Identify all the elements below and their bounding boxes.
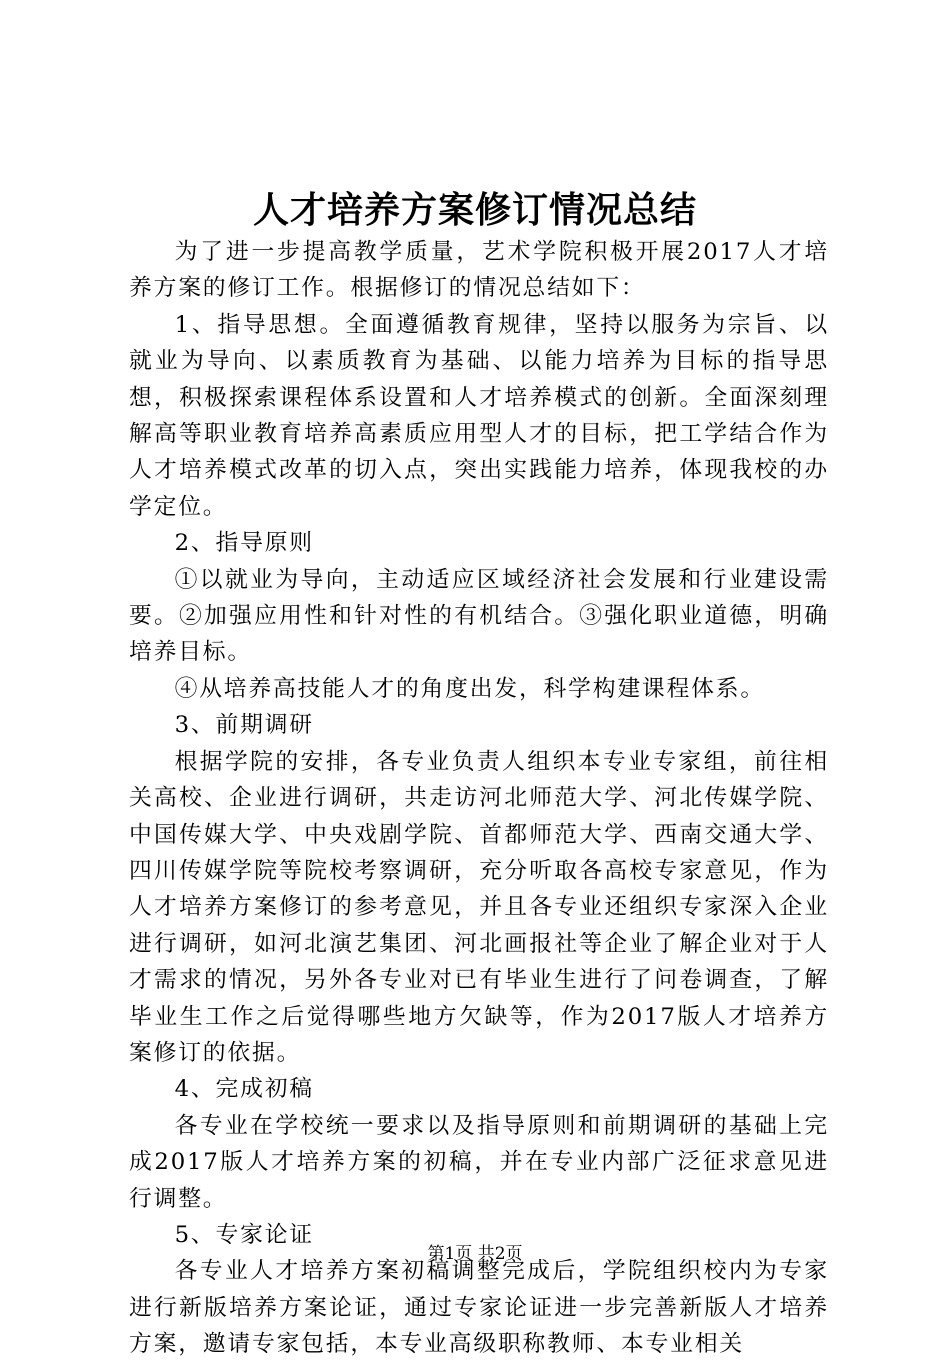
heading-preliminary-research: 3、前期调研 [174,712,314,739]
document-body [129,234,829,1363]
paragraph-principle-4: ④从培养高技能人才的角度出发，科学构建课程体系。 [174,675,765,702]
paragraph-principles-1-3: ①以就业为导向，主动适应区域经济社会发展和行业建设需要。②加强应用性和针对性的有机结合。③强化职业道德，明确培养目标。 [129,566,829,666]
page-footer: 第1页 共2页 [427,1244,523,1264]
paragraph-intro: 为了进一步提高教学质量，艺术学院积极开展2017人才培养方案的修订工作。根据修订的情况总结如下： [129,239,829,302]
heading-expert-review: 5、专家论证 [174,1221,314,1248]
paragraph-first-draft: 各专业在学校统一要求以及指导原则和前期调研的基础上完成2017版人才培养方案的初稿，并在专业内部广泛征求意见进行调整。 [129,1112,829,1212]
paragraph-preliminary-research: 根据学院的安排，各专业负责人组织本专业专家组，前往相关高校、企业进行调研，共走访河北师范大学、河北传媒学院、中国传媒大学、中央戏剧学院、首都师范大学、西南交通大学、四川传媒学院等院校考察调研，充分听取各高校专家意见，作为人才培养方案修订的参考意见，并且各专业还组织专家深入企业进行调研，如河北演艺集团、河北画报社等企业了解企业对于人才需求的情况，另外各专业对已有毕业生进行了问卷调查，了解毕业生工作之后觉得哪些地方欠缺等，作为2017版人才培养方案修订的依据。 [129,748,829,1066]
paragraph-guiding-ideology: 1、指导思想。全面遵循教育规律，坚持以服务为宗旨、以就业为导向、以素质教育为基础、以能力培养为目标的指导思想，积极探索课程体系设置和人才培养模式的创新。全面深刻理解高等职业教育培养高素质应用型人才的目标，把工学结合作为人才培养模式改革的切入点，突出实践能力培养，体现我校的办学定位。 [129,311,829,520]
heading-first-draft: 4、完成初稿 [174,1076,314,1103]
paragraph-expert-review: 各专业人才培养方案初稿调整完成后，学院组织校内为专家进行新版培养方案论证，通过专家论证进一步完善新版人才培养方案，邀请专家包括，本专业高级职称教师、本专业相关 [129,1258,829,1358]
heading-guiding-principles: 2、指导原则 [174,530,314,557]
document-title: 人才培养方案修订情况总结 [252,189,697,231]
